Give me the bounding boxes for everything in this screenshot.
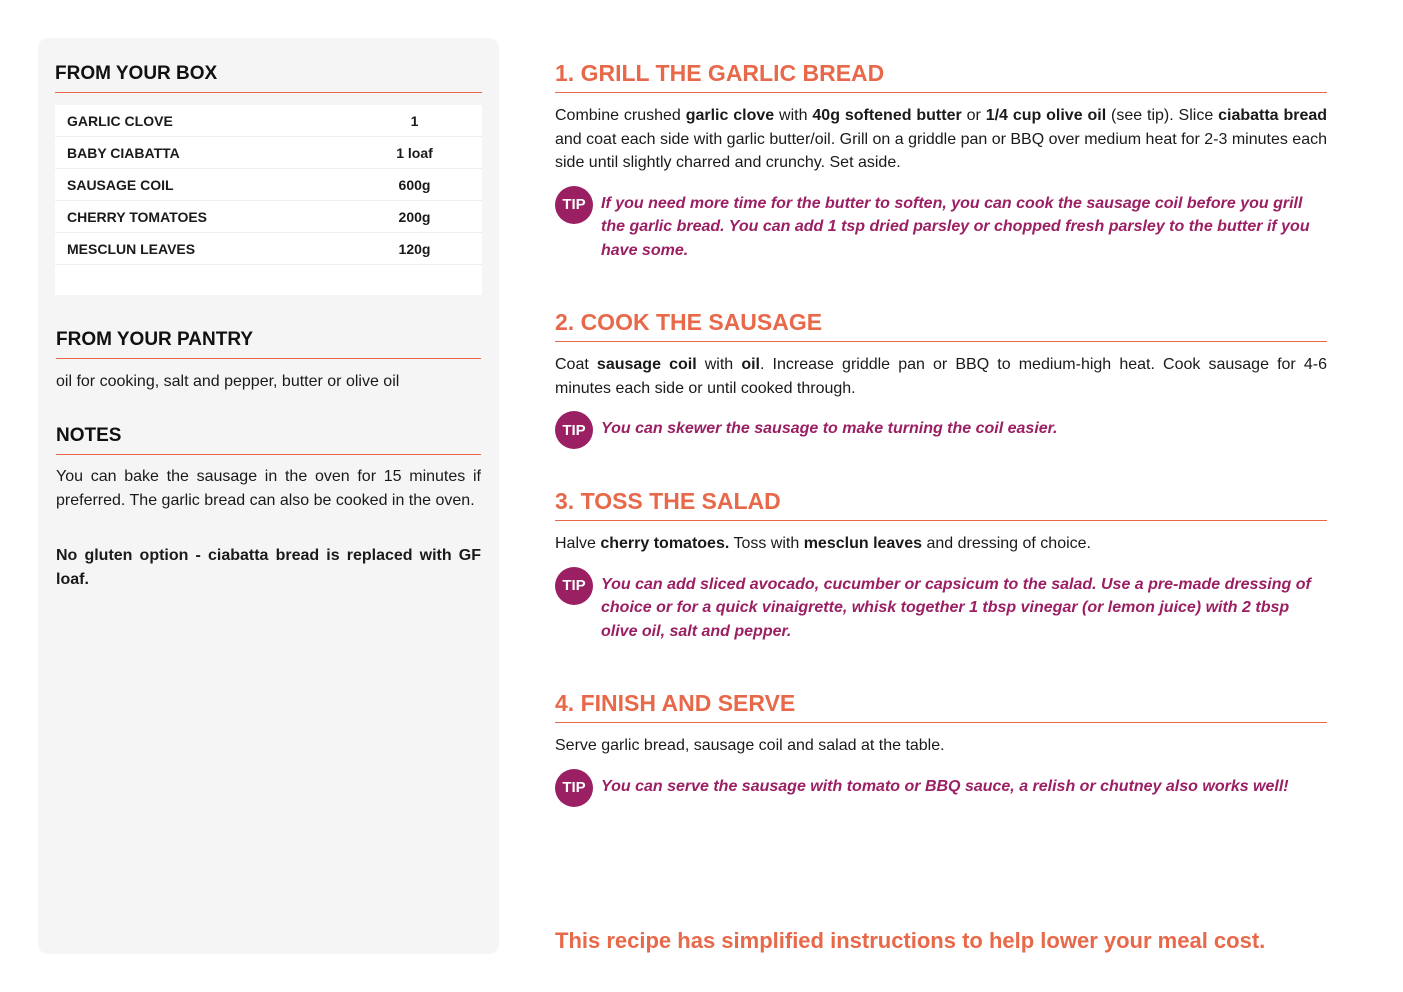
pantry-text: oil for cooking, salt and pepper, butter or olive oil [56, 373, 400, 390]
tip-box [555, 775, 1327, 813]
step-text: and dressing of choice. [922, 535, 1091, 552]
step-body [555, 353, 1327, 400]
tip-box [555, 192, 1327, 263]
step-text: Serve garlic bread, sausage coil and salad at the table. [555, 737, 945, 754]
ingredient-highlight: 40g softened butter [812, 107, 962, 124]
tip-text: You can skewer the sausage to make turning the coil easier. [601, 420, 1058, 437]
tip-text: You can serve the sausage with tomato or BBQ sauce, a relish or chutney also works well! [601, 777, 1289, 795]
ingredient-highlight: ciabatta bread [1218, 107, 1328, 124]
ingredient-row [55, 169, 482, 201]
notes-text: You can bake the sausage in the oven for 15 minutes if preferred. The garlic bread can also be cooked in the oven. [56, 468, 481, 509]
step-title: 2. COOK THE SAUSAGE [555, 309, 1327, 342]
ingredient-highlight: mesclun leaves [803, 535, 922, 552]
gluten-free-note: No gluten option - ciabatta bread is replaced with GF loaf. [56, 547, 481, 588]
tip-badge: TIP [555, 411, 593, 449]
tip-box [555, 417, 1327, 455]
step-text: . Increase griddle pan or BBQ to medium-high heat. Cook sausage for 4-6 minutes each side or until cooked through. [555, 356, 1328, 397]
ingredient-row [55, 105, 482, 137]
step-text: and coat each side with garlic butter/oil. Grill on a griddle pan or BBQ over medium heat for 2-3 minutes each side until slightly charred and crunchy. Set aside. [555, 130, 1327, 171]
step-body [555, 734, 1327, 758]
ingredient-highlight: garlic clove [685, 107, 775, 124]
tip-badge: TIP [555, 186, 593, 224]
ingredient-row [55, 201, 482, 233]
tip-text: You can add sliced avocado, cucumber or capsicum to the salad. Use a pre-made dressing of choice or for a quick vinaigrette, whisk together 1 tbsp vinegar (or lemon juice) with 2 tbsp olive oil, salt and pepper. [601, 575, 1311, 640]
ingredient-name: BABY CIABATTA [67, 144, 180, 161]
step-title: 3. TOSS THE SALAD [555, 488, 1327, 521]
step-text: with [696, 356, 742, 373]
step-title: 4. FINISH AND SERVE [555, 690, 1327, 723]
footer-note: This recipe has simplified instructions to help lower your meal cost. [555, 928, 1266, 953]
ingredient-name: GARLIC CLOVE [67, 112, 173, 129]
ingredient-qty: 200g [398, 208, 431, 225]
ingredient-qty: 1 [410, 112, 419, 129]
ingredients-sidebar [38, 38, 499, 954]
step-text: Combine crushed [555, 107, 686, 124]
step-text: with [774, 107, 813, 124]
ingredients-table [55, 105, 482, 295]
ingredient-qty: 120g [398, 240, 431, 257]
ingredient-qty: 600g [398, 176, 431, 193]
ingredient-highlight: sausage coil [596, 356, 697, 373]
step-body [555, 532, 1327, 556]
tip-box [555, 573, 1327, 644]
ingredient-name: MESCLUN LEAVES [67, 240, 196, 257]
tip-text: If you need more time for the butter to soften, you can cook the sausage coil before you grill the garlic bread. You can add 1 tsp dried parsley or chopped fresh parsley to the butter if you have some. [601, 194, 1310, 259]
ingredient-highlight: oil [741, 356, 760, 373]
step-4 [555, 690, 1327, 813]
step-text: or [961, 107, 986, 124]
step-text: (see tip). Slice [1106, 107, 1219, 124]
from-your-box-heading: FROM YOUR BOX [55, 64, 482, 93]
ingredient-highlight: cherry tomatoes. [600, 535, 730, 552]
step-text: Toss with [729, 535, 804, 552]
ingredient-highlight: 1/4 cup olive oil [985, 107, 1107, 124]
ingredient-qty: 1 loaf [396, 144, 433, 161]
tip-badge: TIP [555, 567, 593, 605]
ingredient-row [55, 233, 482, 265]
from-your-pantry-heading: FROM YOUR PANTRY [56, 330, 481, 359]
step-title: 1. GRILL THE GARLIC BREAD [555, 60, 1327, 93]
step-3 [555, 488, 1327, 643]
step-1 [555, 60, 1327, 262]
notes-heading: NOTES [56, 426, 481, 455]
ingredient-name: SAUSAGE COIL [67, 176, 174, 193]
tip-badge: TIP [555, 769, 593, 807]
step-text: Halve [555, 535, 601, 552]
ingredient-name: CHERRY TOMATOES [67, 208, 208, 225]
step-2 [555, 309, 1327, 455]
step-text: Coat [555, 356, 597, 373]
step-body [555, 104, 1327, 175]
ingredient-row [55, 137, 482, 169]
